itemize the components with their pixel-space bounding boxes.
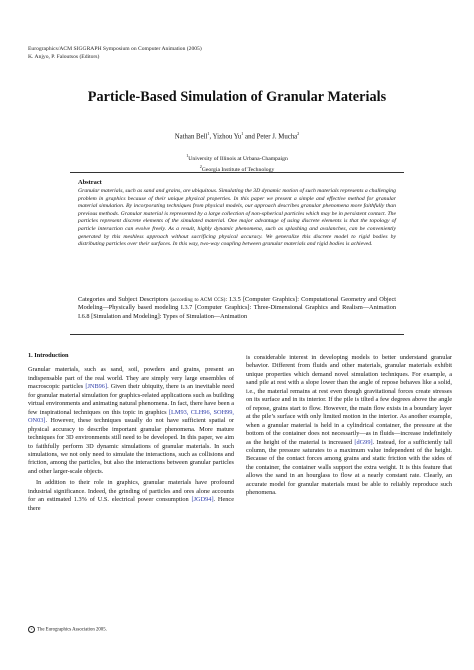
author-name: Peter J. Mucha: [256, 133, 298, 141]
left-column: [28, 352, 234, 513]
categories-descriptors: [78, 296, 396, 321]
intro-paragraph-2-continued: [246, 354, 452, 498]
intro-paragraph-2: [28, 479, 234, 513]
categories-text: : I.3.5 [Computer Graphics]: Computational Geometry and Object Modeling—Physically based modeling I.3.7 [Computer Graphics]: Three-Dimensional Graphics and Realism—Animation I.6.8 [Simulation and Modeling]: Types of Simulation—Animation: [78, 296, 396, 320]
section-heading: 1. Introduction: [28, 352, 69, 359]
body-text: . Given their ubiquity, there is an inevitable need for granular material simulation for graphics-related applications such as building virtual environments and animating natural phenomena. In fact, there have been a few inspirational techniques on this topic in graphics: [28, 383, 234, 416]
citation-link[interactable]: [JGD94]: [191, 496, 214, 504]
copyright-footer: [28, 626, 107, 633]
citation-link[interactable]: [dG99]: [354, 438, 373, 446]
intro-paragraph-1: [28, 366, 234, 476]
author-separator: and: [243, 133, 257, 141]
affiliation-text: Georgia Institute of Technology: [201, 167, 275, 174]
author-name: Nathan Bell: [174, 133, 208, 141]
author-list: [0, 131, 474, 140]
body-text: is considerable interest in developing models to better understand granular behavior. Different from fluids and other materials, granular materials exhibit unique properties which demand novel simulation techniques. For example, a sand pile at rest with a slope lower than the angle of repose behaves like a solid, i.e., the material remains at rest even though gravitational forces create stresses on its surface and in its interior. If the pile is tilted a few degrees above the angle of repose, grains start to flow. However, the main flow exists in a boundary layer at the pile’s surface with only limited motion in the interior. As another example, when a granular material is held in a cylindrical container, the pressure at the bottom of the container does not necessarily—as in fluids—increase indefinitely as the height of the material is increased: [246, 354, 452, 446]
author-separator: ,: [209, 133, 213, 141]
categories-ccs-note: (according to ACM CCS): [170, 297, 226, 303]
author-mark: 2: [297, 131, 300, 136]
body-text: Granular materials, such as sand, soil, powders and grains, present an indispensable part of the real world. They are simply very large ensembles of macroscopic particles: [28, 366, 234, 391]
copyright-text: The Eurographics Association 2005.: [37, 627, 107, 633]
citation-link[interactable]: [JNB96]: [85, 383, 108, 391]
body-text: In addition to their role in graphics, granular materials have profound industrial significance. Indeed, the grinding of particles and ores alone accounts for an estimated 1.3% of U.S. electrical power consumption: [28, 479, 234, 504]
affiliation-text: University of Illinois at Urbana-Champaign: [188, 155, 288, 162]
venue-line-2: K. Anjyo, P. Faloutsos (Editors): [28, 53, 100, 60]
author-name: Yizhou Yu: [212, 133, 242, 141]
abstract-top-rule: [70, 172, 404, 173]
author-mark: 1: [207, 131, 210, 136]
affiliation: [0, 152, 474, 163]
right-column: [246, 354, 452, 498]
body-text: . However, these techniques usually do not have sufficient spatial or physical accuracy to describe important granular phenomena. More mature techniques for 3D environments still need to be developed. In this paper, we aim to faithfully perform 3D dynamic simulations of granular materials. In such simulations, we not only need to simulate the interactions, such as collisions and friction, among the particles, but also the interactions between granular particles and other larger-scale objects.: [28, 417, 234, 475]
abstract-bottom-rule: [70, 334, 404, 335]
venue-header: [28, 46, 202, 61]
body-text: . Hence there: [28, 496, 234, 512]
abstract-text: Granular materials, such as sand and grains, are ubiquitous. Simulating the 3D dynamic motion of such materials represents a challenging problem in graphics because of their unique physical properties. In this paper we present a simple and effective method for granular material simulation. By incorporating techniques from physical models, our approach describes granular phenomena more faithfully than previous methods. Granular material is represented by a large collection of non-spherical particles which may be in persistent contact. The particles represent discrete elements of the simulated material. One major advantage of using discrete elements is that the topology of particle interaction can evolve freely. As a result, highly dynamic phenomena, such as splashing and avalanches, can be conveniently generated by this meshless approach without sacrificing physical accuracy. We generalize this discrete model to rigid bodies by distributing particles over their surfaces. In this way, two-way coupling between granular materials and rigid bodies is achieved.: [78, 188, 396, 248]
venue-line-1: Eurographics/ACM SIGGRAPH Symposium on Computer Animation (2005): [28, 46, 202, 52]
paper-title: Particle-Based Simulation of Granular Materials: [87, 89, 387, 105]
author-mark: 1: [241, 131, 244, 136]
abstract-heading: Abstract: [78, 179, 102, 186]
categories-lead: Categories and Subject Descriptors: [78, 296, 171, 303]
affiliation-mark: 2: [199, 164, 202, 170]
copyright-icon: c: [28, 626, 35, 633]
body-text: . Instead, for a sufficiently tall column, the pressure saturates to a maximum value independent of the height. Because of the contact forces among grains and static friction with the sides of the container, the container walls support the extra weight. It is this feature that allows the sand in an hourglass to flow at a nearly constant rate. Clearly, an accurate model for granular materials must be able to reliably reproduce such phenomena.: [246, 438, 453, 497]
citation-link[interactable]: [LM93, CLH96, SOH99, ON03]: [28, 408, 235, 425]
affiliation-mark: 1: [186, 153, 189, 158]
